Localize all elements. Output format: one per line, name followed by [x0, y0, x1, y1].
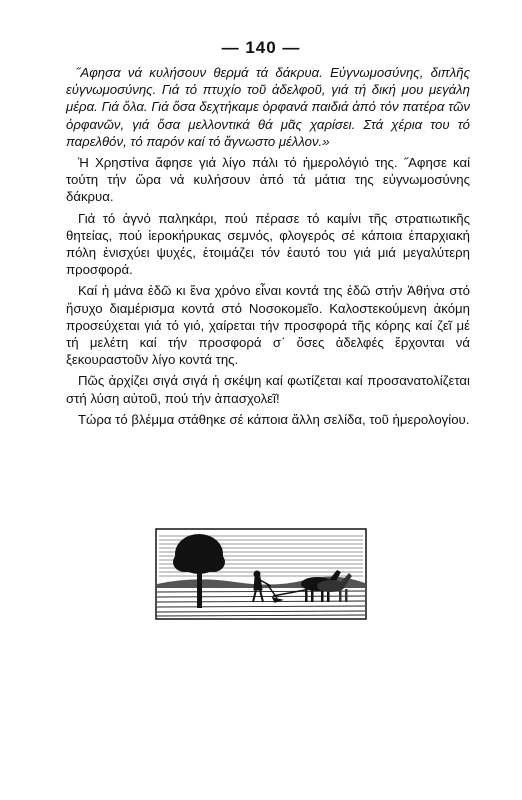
paragraph: Τώρα τό βλέμμα στάθηκε σέ κάποια ἄλλη σελίδα, τοῦ ἡμερολογίου.	[78, 411, 470, 427]
paragraph: Καί ἡ μάνα ἐδῶ κι ἕνα χρόνο εἶναι κοντά της ἐδῶ στήν Ἀθήνα στό ἥσυχο διαμέρισμα κοντά στό Νοσοκομεῖο. Καλοστεκούμενη ἀκόμη προσεύχεται γιά τό γιό, χαίρεται τήν προσφορά τῆς κόρης καί ζεῖ μέ τή μελέτη καί τήν προσφορά σ᾽ ὅσες ἀδελφές ἔρχονται νά ξεκουραστοῦν λίγο κοντά της.	[66, 283, 470, 368]
body-text	[66, 64, 470, 432]
ploughing-field-illustration	[155, 528, 367, 620]
paragraph: Ἡ Χρηστίνα ἄφησε γιά λίγο πάλι τό ἡμερολόγιό της. ˝Αφησε καί τούτη τήν ὥρα νά κυλήσουν ἀπό τά μάτια της εὐγνωμοσύνης δάκρυα.	[66, 155, 470, 205]
paragraph-diary-quote: ˝Αφησα νά κυλήσουν θερμά τά δάκρυα. Εὐγνωμοσύνης, διπλῆς εὐγνωμοσύνης. Γιά τό πτυχίο τοῦ ἀδελφοῦ, γιά τή δική μου μεγάλη μέρα. Γιά ὅλα. Γιά ὅσα δεχτήκαμε ὀρφανά παιδιά ἀπό τόν πατέρα τῶν ὀρφανῶν, γιά ὅσα μελλοντικά θά μᾶς χαρίσει. Στά χέρια του τό παρελθόν, τό παρόν καί τό ἄγνωστο μέλλον.»	[66, 65, 470, 149]
paragraph: Γιά τό ἁγνό παληκάρι, πού πέρασε τό καμίνι τῆς στρατιωτικῆς θητείας, πού ἱεροκήρυκας σεμνός, φλογερός σέ κάποια ἐπαρχιακή πόλη ἐνισχύει ψυχές, ἑτοιμάζει τόν ἑαυτό του γιά μιά μεγαλύτερη προσφορά.	[66, 210, 470, 278]
paragraph: Πῶς ἀρχίζει σιγά σιγά ἡ σκέψη καί φωτίζεται καί προσανατολίζεται στή λύση αὐτοῦ, πού τήν ἀπασχολεῖ!	[66, 373, 470, 406]
page-number: — 140 —	[221, 38, 301, 57]
